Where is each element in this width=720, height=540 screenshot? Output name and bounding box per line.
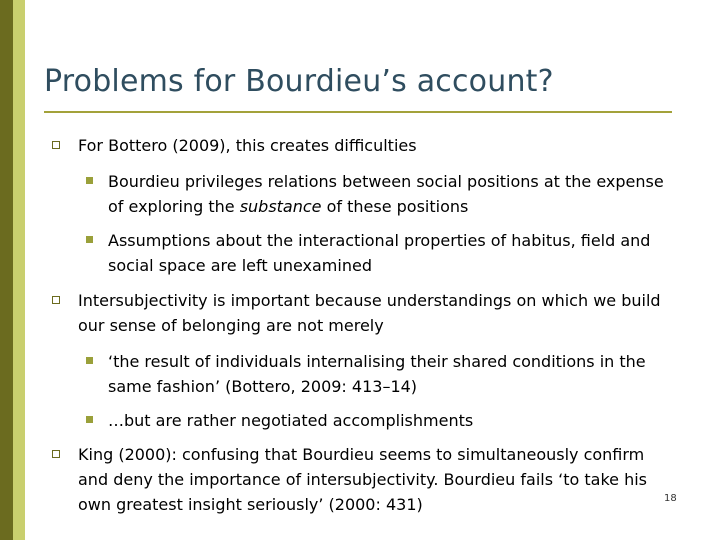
bullet-text: Intersubjectivity is important because understandings on which we build our sense of belonging are not merely (78, 291, 661, 335)
title-underline (44, 111, 672, 113)
filled-square-bullet-icon (86, 177, 93, 184)
emphasis-text: substance (239, 197, 322, 216)
bullet-text: For Bottero (2009), this creates difficulties (78, 136, 417, 155)
filled-square-bullet-icon (86, 357, 93, 364)
sub-bullet-text: Assumptions about the interactional properties of habitus, field and social space are left unexamined (108, 231, 651, 275)
filled-square-bullet-icon (86, 236, 93, 243)
sub-bullet-text: Bourdieu privileges relations between social positions at the expense of exploring the substance of these positions (108, 172, 664, 216)
bullet-text: King (2000): confusing that Bourdieu seems to simultaneously confirm and deny the importance of intersubjectivity. Bourdieu fails ‘to take his own greatest insight seriously’ (2000: 431) (78, 445, 647, 514)
sub-bullet-text: ‘the result of individuals internalising their shared conditions in the same fashion’ (Bottero, 2009: 413–14) (108, 352, 646, 396)
page-number: 18 (664, 493, 677, 504)
filled-square-bullet-icon (86, 416, 93, 423)
hollow-square-bullet-icon (52, 296, 60, 304)
slide-title: Problems for Bourdieu’s account? (44, 64, 554, 99)
hollow-square-bullet-icon (52, 450, 60, 458)
sub-bullet-text: …but are rather negotiated accomplishments (108, 411, 474, 430)
left-accent-band-dark (0, 0, 13, 540)
left-accent-band-light (13, 0, 25, 540)
hollow-square-bullet-icon (52, 141, 60, 149)
